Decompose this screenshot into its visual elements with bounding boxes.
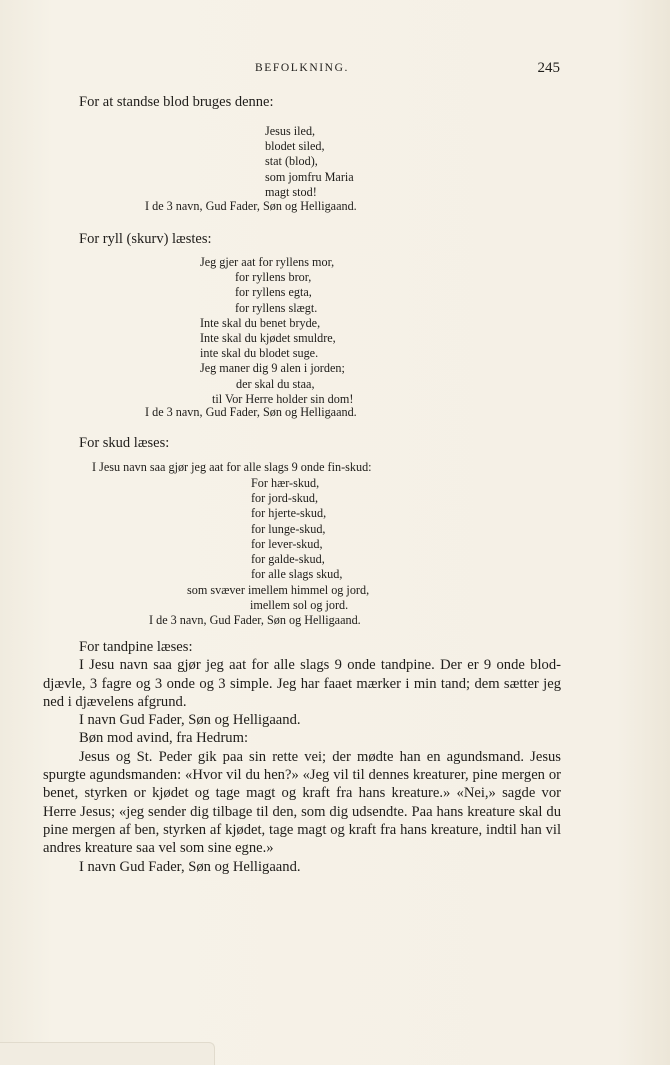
verse-line: til Vor Herre holder sin dom! (212, 391, 354, 406)
verse-line: Inte skal du benet bryde, (200, 315, 321, 330)
verse-blood (265, 124, 354, 200)
section-heading-skud: For skud læses: (79, 435, 170, 451)
verse-line: som svæver imellem himmel og jord, (187, 583, 370, 597)
verse-line: for lunge-skud, (251, 521, 326, 536)
page-header (0, 60, 670, 80)
closing-ryll: I de 3 navn, Gud Fader, Søn og Helligaand. (145, 405, 357, 419)
closing-skud: I de 3 navn, Gud Fader, Søn og Helligaand. (149, 613, 361, 627)
verse-line: for lever-skud, (251, 536, 323, 551)
section-heading-ryll: For ryll (skurv) læstes: (79, 231, 212, 247)
running-head: BEFOLKNING. (255, 62, 349, 74)
page-number: 245 (537, 60, 560, 76)
verse-line: inte skal du blodet suge. (200, 346, 319, 361)
verse-skud (251, 476, 342, 582)
verse-line: Jeg gjer aat for ryllens mor, (200, 255, 335, 269)
verse-line: for ryllens egta, (235, 285, 312, 300)
verse-ryll (200, 255, 353, 407)
paragraph-tandpine: I Jesu navn saa gjør jeg aat for alle slags 9 onde tandpine. Der er 9 onde blod-djævle, 3 fagre og 3 onde og 3 simple. Jeg har faaet mærker i min tand; dem sætter jeg ned i djævelens afgrund. (43, 657, 561, 710)
verse-line: for ryllens slægt. (235, 300, 318, 315)
verse-line: blodet siled, (265, 139, 325, 154)
verse-line: der skal du staa, (236, 376, 315, 391)
prose-subheading-avind: Bøn mod avind, fra Hedrum: (79, 730, 249, 747)
closing-blood: I de 3 navn, Gud Fader, Søn og Helligaand. (145, 199, 357, 213)
verse-line: for alle slags skud, (251, 567, 343, 582)
verse-skud-first-line: I Jesu navn saa gjør jeg aat for alle slags 9 onde fin-skud: (92, 460, 372, 474)
page-corner-fold (0, 1042, 215, 1065)
verse-line: for galde-skud, (251, 552, 325, 567)
verse-line: Jesus iled, (265, 124, 316, 138)
verse-line: stat (blod), (265, 154, 318, 169)
verse-skud-tail (187, 583, 369, 613)
paragraph-avind: Jesus og St. Peder gik paa sin rette vei; der mødte han en agundsmand. Jesus spurgte agundsmanden: «Hvor vil du hen?» «Jeg vil til dennes kreaturer, pine mergen or benet, styrken or kjødet og tage magt og kraft fra hans kreature.» «Nei,» sagde vor Herre Jesus; «jeg sender dig tilbage til den, som dig udsendte. Paa hans kreature skal du pine mergen af ben, styrken af kjødet, tage magt og kraft fra hans kreature, indtil han vil andres kreature saa vel som sine egne.» (43, 748, 561, 857)
verse-line: Jeg maner dig 9 alen i jorden; (200, 361, 345, 376)
amen-line-1: I navn Gud Fader, Søn og Helligaand. (79, 712, 301, 729)
verse-line: magt stod! (265, 184, 317, 199)
prose-block (43, 638, 561, 876)
amen-line-2: I navn Gud Fader, Søn og Helligaand. (79, 858, 301, 875)
section-heading-blood: For at standse blod bruges denne: (79, 94, 274, 110)
verse-line: For hær-skud, (251, 476, 320, 490)
verse-line: Inte skal du kjødet smuldre, (200, 331, 336, 346)
verse-line: for jord-skud, (251, 491, 319, 506)
verse-line: for hjerte-skud, (251, 506, 327, 521)
verse-line: imellem sol og jord. (250, 598, 349, 613)
prose-heading-tandpine: For tandpine læses: (79, 639, 193, 655)
verse-line: som jomfru Maria (265, 169, 354, 184)
verse-line: for ryllens bror, (235, 270, 312, 285)
